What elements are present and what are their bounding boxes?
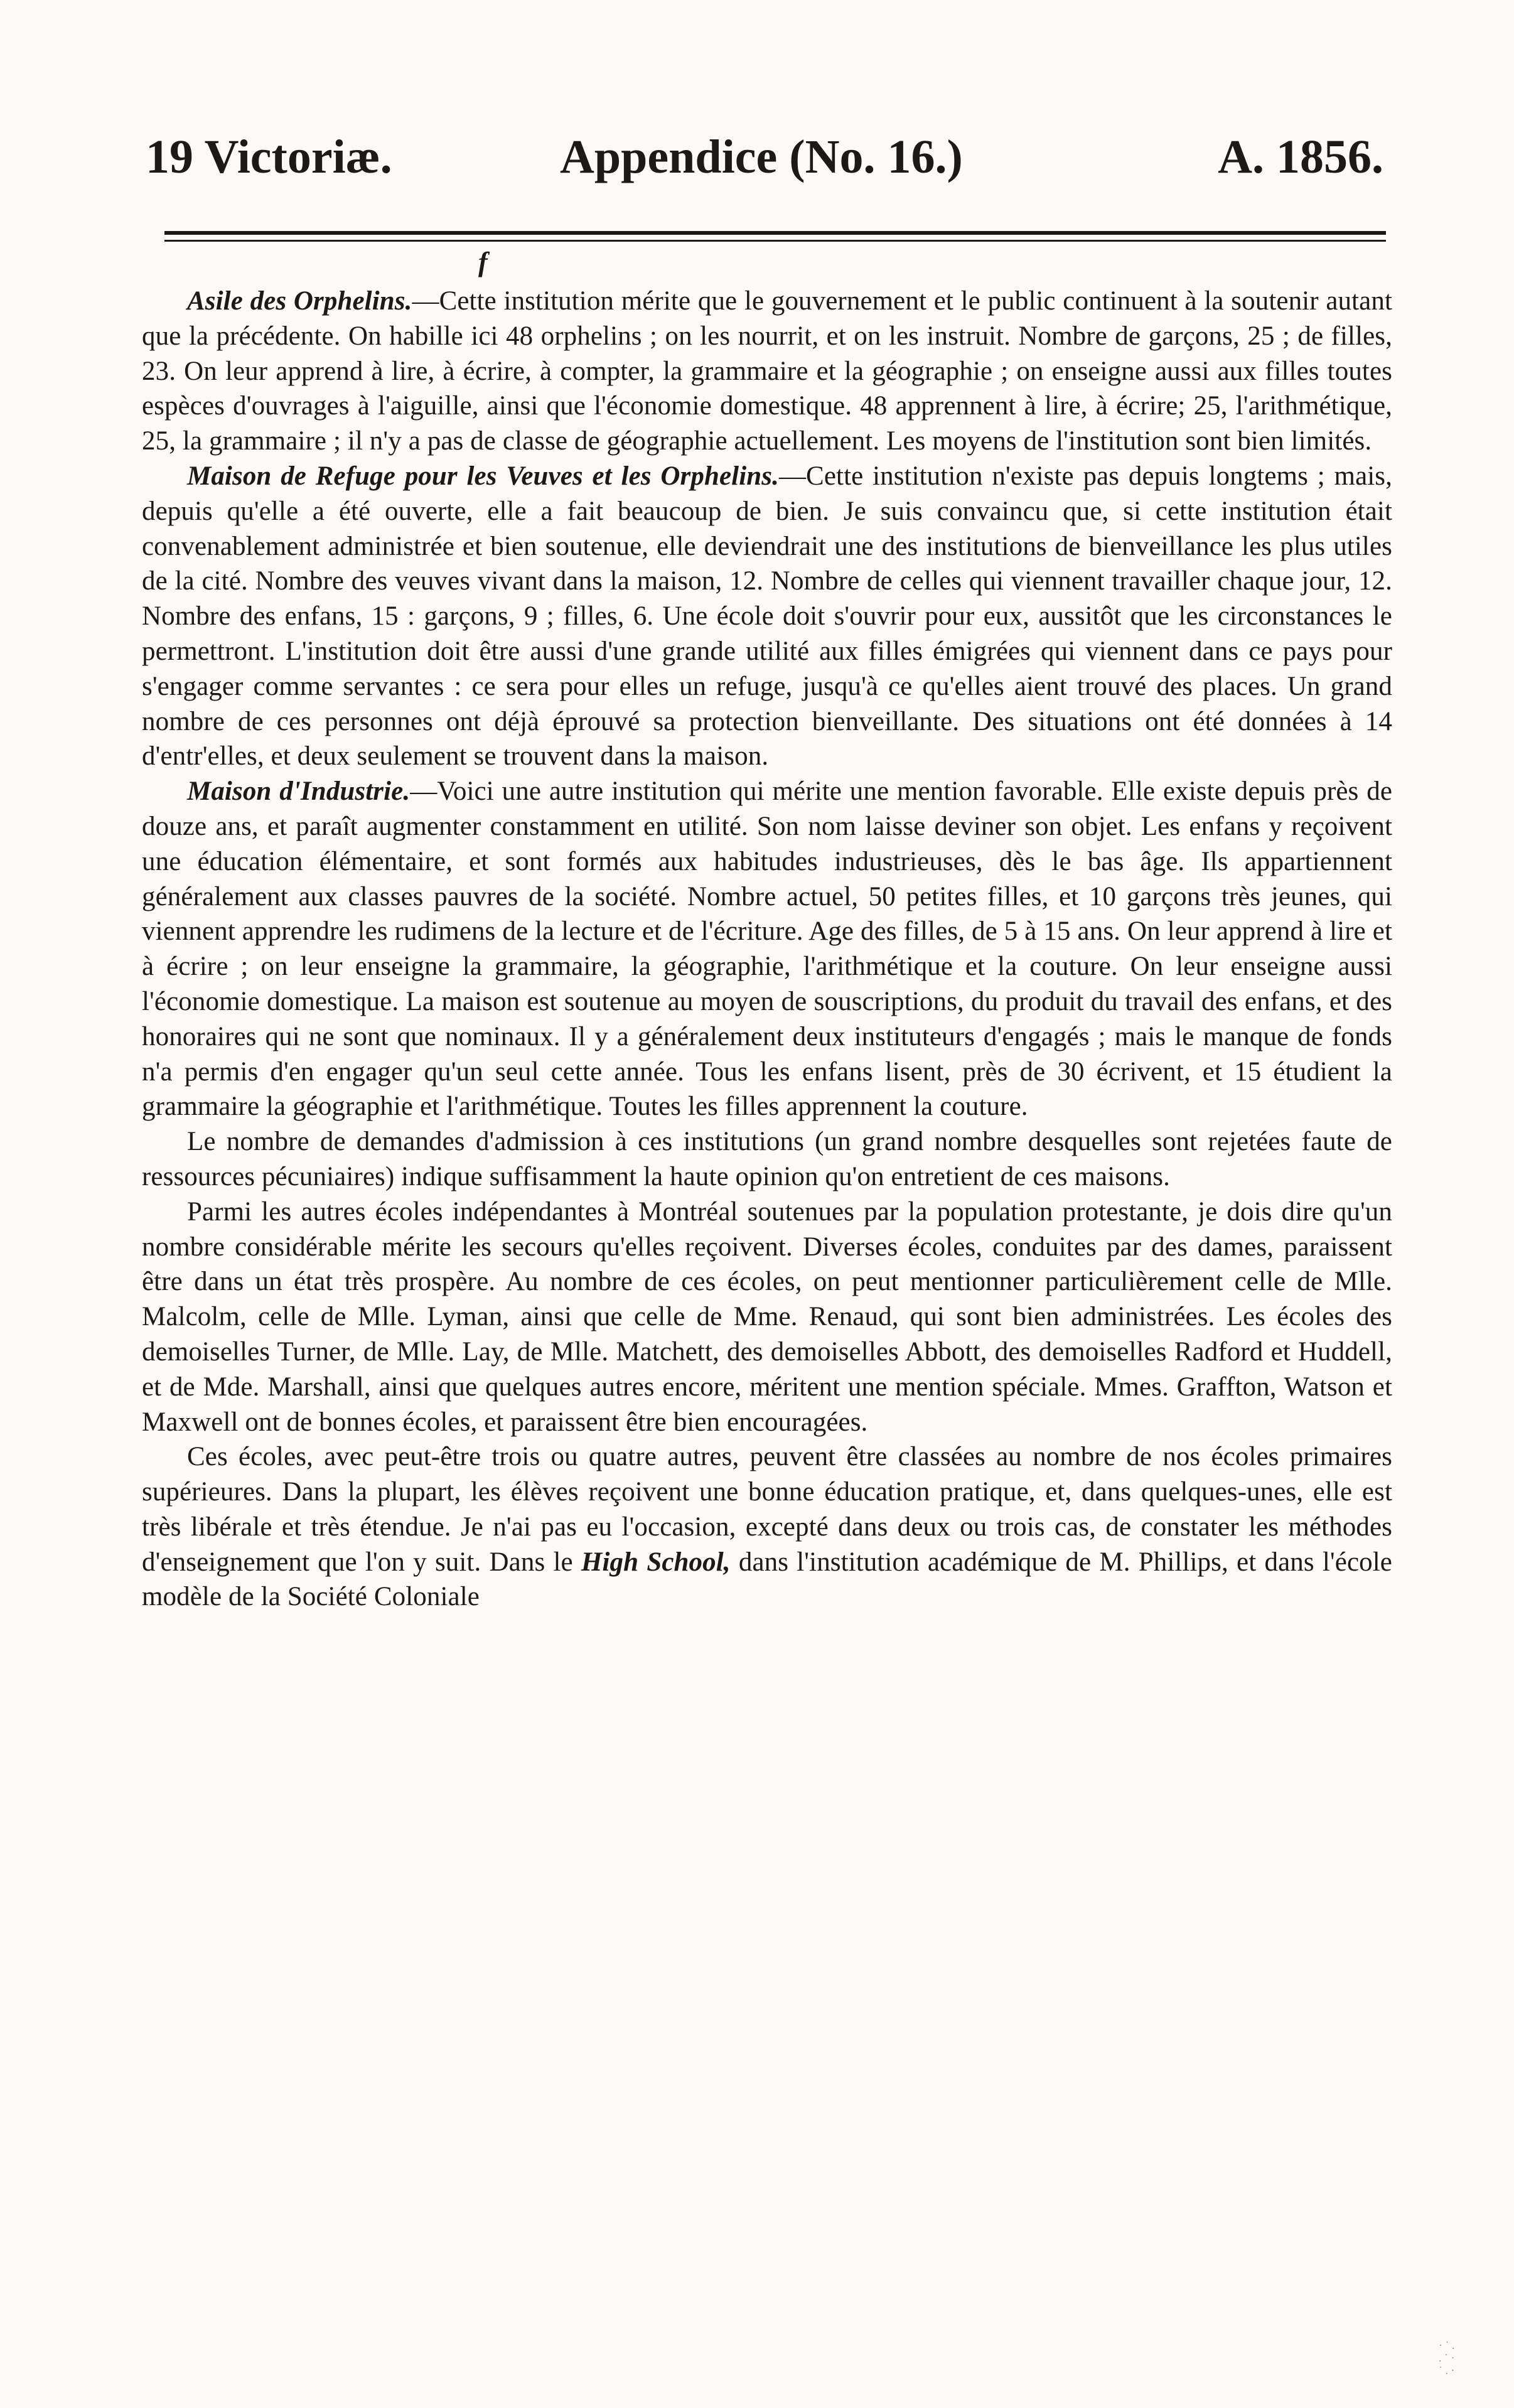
- paragraph-title: Asile des Orphelins.: [187, 286, 412, 316]
- paragraph-body: Le nombre de demandes d'admission à ces institutions (un grand nombre desquelles sont rejetées faute de ressources pécuniaires) indique suffisamment la haute opinion qu'on entretient de ces maisons.: [142, 1127, 1392, 1191]
- paragraph-ecoles-superieures: [142, 1439, 1392, 1615]
- print-mark: f: [478, 247, 488, 277]
- paragraph-body: Parmi les autres écoles indépendantes à Montréal soutenues par la population protestante, je dois dire qu'un nombre considérable mérite les secours qu'elles reçoivent. Diverses écoles, conduites par des dames, paraissent être dans un état très prospère. Au nombre de ces écoles, on peut mentionner particulièrement celle de Mlle. Malcolm, celle de Mlle. Lyman, ainsi que celle de Mme. Renaud, qui sont bien administrées. Les écoles des demoiselles Turner, de Mlle. Lay, de Mlle. Matchett, des demoiselles Abbott, des demoiselles Radford et Huddell, et de Mde. Marshall, ainsi que quelques autres encore, méritent une mention spéciale. Mmes. Graffton, Watson et Maxwell ont de bonnes écoles, et paraissent être bien encouragées.: [142, 1196, 1392, 1437]
- paragraph-body: —Cette institution mérite que le gouvernement et le public continuent à la soutenir autant que la précédente. On habille ici 48 orphelins ; on les nourrit, et on les instruit. Nombre de garçons, 25 ; de filles, 23. On leur apprend à lire, à écrire, à compter, la grammaire et la géographie ; on enseigne aussi aux filles toutes espèces d'ouvrages à l'aiguille, ainsi que l'économie domestique. 48 apprennent à lire, à écrire; 25, l'arithmétique, 25, la grammaire ; il n'y a pas de classe de géographie actuellement. Les moyens de l'institution sont bien limités.: [142, 286, 1392, 456]
- paragraph-body: —Voici une autre institution qui mérite une mention favorable. Elle existe depuis près de douze ans, et paraît augmenter constamment en utilité. Son nom laisse deviner son objet. Les enfans y reçoivent une éducation élémentaire, et sont formés aux habitudes industrieuses, dès le bas âge. Ils appartiennent généralement aux classes pauvres de la société. Nombre actuel, 50 petites filles, et 10 garçons très jeunes, qui viennent apprendre les rudimens de la lecture et de l'écriture. Age des filles, de 5 à 15 ans. On leur apprend à lire et à écrire ; on leur enseigne la grammaire, la géographie, l'arithmétique et la couture. On leur enseigne aussi l'économie domestique. La maison est soutenue au moyen de souscriptions, du produit du travail des enfans, et des honoraires qui ne sont que nominaux. Il y a généralement deux instituteurs d'engagés ; mais le manque de fonds n'a permis d'en engager qu'un seul cette année. Tous les enfans lisent, près de 30 écrivent, et 15 étudient la grammaire la géographie et l'arithmétique. Toutes les filles apprennent la couture.: [142, 777, 1393, 1122]
- paragraph-body: —Cette institution n'existe pas depuis longtems ; mais, depuis qu'elle a été ouverte, elle a fait beaucoup de bien. Je suis convaincu que, si cette institution était convenablement administrée et bien soutenue, elle deviendrait une des institutions de bienveillance les plus utiles de la cité. Nombre des veuves vivant dans la maison, 12. Nombre de celles qui viennent travailler chaque jour, 12. Nombre des enfans, 15 : garçons, 9 ; filles, 6. Une école doit s'ouvrir pour eux, aussitôt que les circonstances le permettront. L'institution doit être aussi d'une grande utilité aux filles émigrées qui viennent dans ce pays pour s'engager comme servantes : ce sera pour elles un refuge, jusqu'à ce qu'elles aient trouvé des places. Un grand nombre de ces personnes ont déjà éprouvé sa protection bienveillante. Des situations ont été données à 14 d'entr'elles, et deux seulement se trouvent dans la maison.: [142, 461, 1392, 771]
- paragraph-refuge: [142, 459, 1392, 774]
- paragraph-industrie: [142, 774, 1392, 1124]
- paragraph-demandes: [142, 1124, 1392, 1195]
- header-rule-thin: [164, 240, 1386, 242]
- paragraph-title: Maison de Refuge pour les Veuves et les Orphelins.: [187, 461, 779, 491]
- header-session: 19 Victoriæ.: [146, 131, 392, 183]
- header-rule-thick: [164, 231, 1386, 235]
- body-text: [142, 284, 1392, 1615]
- paragraph-ecoles-independantes: [142, 1195, 1392, 1440]
- header-appendix: Appendice (No. 16.): [560, 131, 963, 183]
- paragraph-asile: [142, 284, 1392, 459]
- header-year: A. 1856.: [1218, 131, 1383, 183]
- high-school-term: High School,: [581, 1547, 731, 1577]
- paragraph-body-end: dans l'institution académique de M. Phillips, et dans l'école modèle de la Société Coloniale: [142, 1547, 1392, 1612]
- paragraph-body: Ces écoles, avec peut-être trois ou quatre autres, peuvent être classées au nombre de nos écoles primaires supérieures. Dans la plupart, les élèves reçoivent une bonne éducation pratique, et, dans quelques-unes, elle est très libérale et très étendue. Je n'ai pas eu l'occasion, excepté dans deux ou trois cas, de constater les méthodes d'enseignement que l'on y suit. Dans le: [142, 1442, 1392, 1577]
- paragraph-title: Maison d'Industrie.: [187, 777, 411, 807]
- page-header: [146, 132, 1383, 182]
- scan-speckle: · ˙ . . ˙ · ˙ . ·: [1439, 2339, 1455, 2377]
